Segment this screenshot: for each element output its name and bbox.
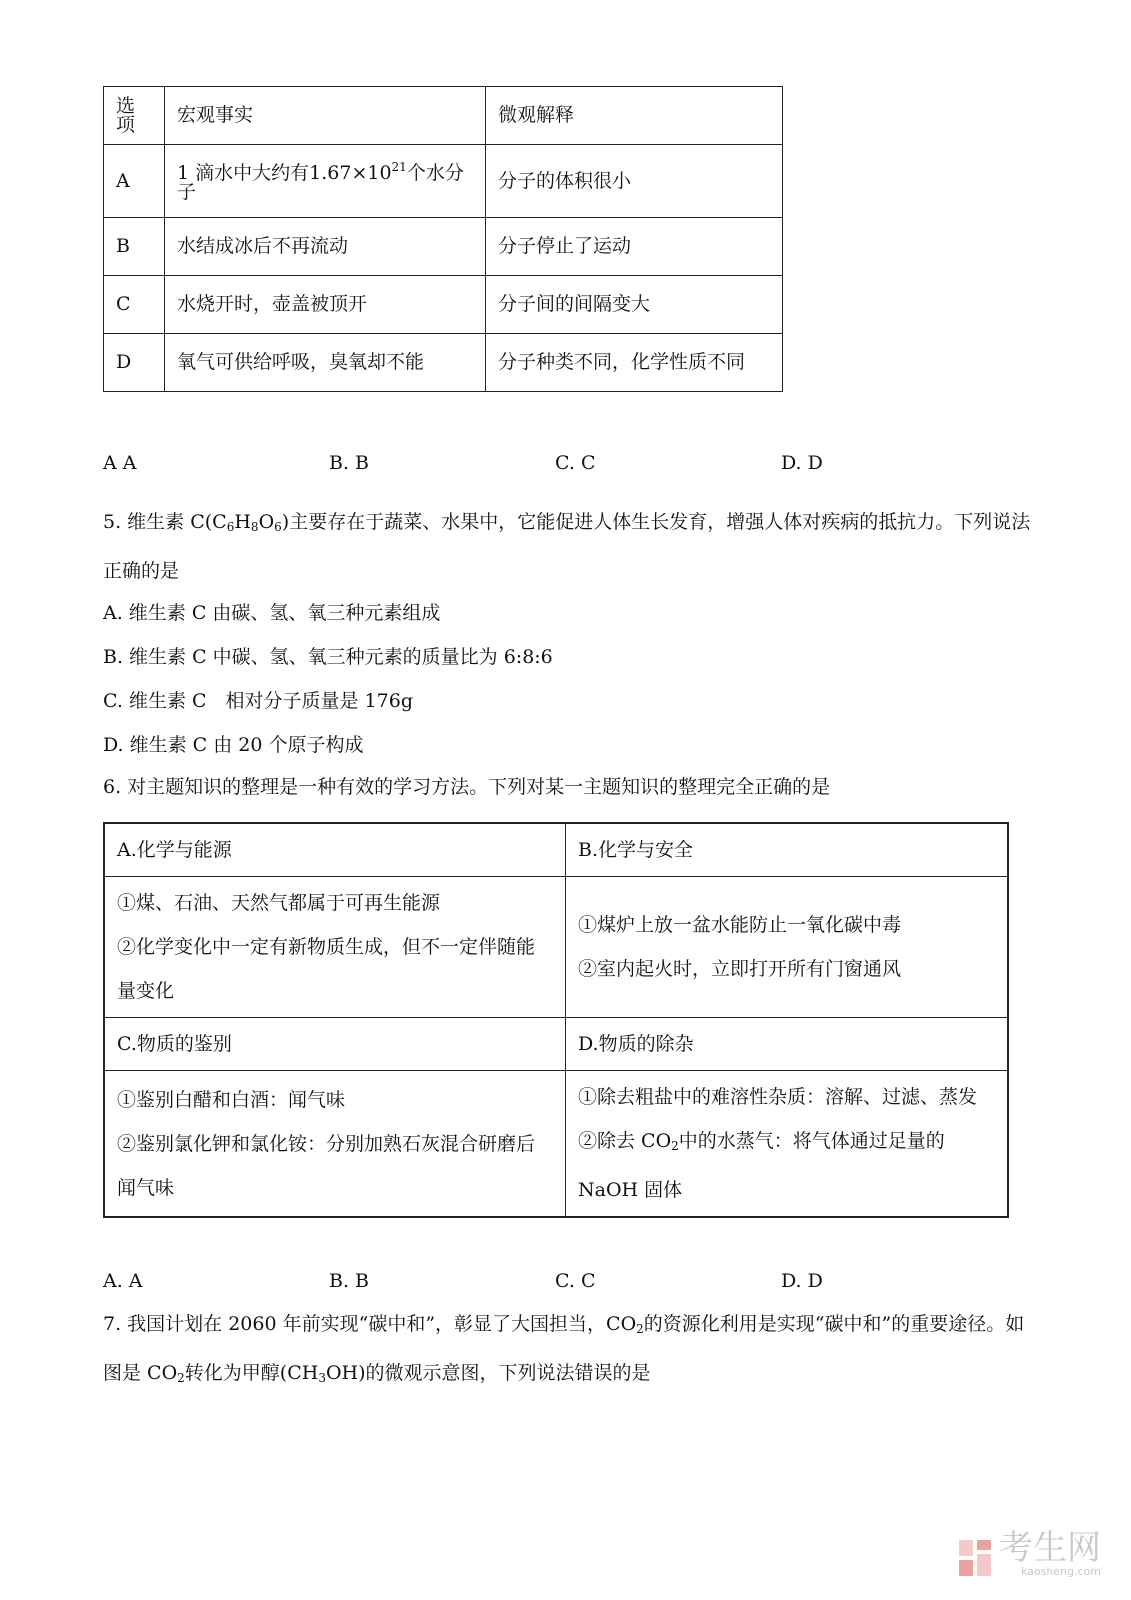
q6-option-a[interactable]: A. A	[103, 1270, 143, 1292]
cell-a-title: A.化学与能源	[104, 823, 566, 877]
q5-stem: 5. 维生素 $C(C_6H_8O_6)$主要存在于蔬菜、水果中，它能促进人体生长发育，增强人体对疾病的抵抗力。下列说法正确的是	[103, 511, 1031, 582]
q5-option-b[interactable]: B. 维生素 C 中碳、氢、氧三种元素的质量比为 6:8:6	[103, 646, 553, 668]
row-d-explain: 分子种类不同，化学性质不同	[486, 334, 783, 392]
q5-option-a[interactable]: A. 维生素 C 由碳、氢、氧三种元素组成	[103, 602, 441, 624]
row-c-fact: 水烧开时，壶盖被顶开	[165, 276, 486, 334]
row-b-explain: 分子停止了运动	[486, 218, 783, 276]
watermark-text: 考生网	[999, 1528, 1101, 1568]
q4-option-b[interactable]: B. B	[329, 452, 370, 474]
kaosheng-logo-icon	[957, 1538, 993, 1578]
header-fact: 宏观事实	[165, 87, 486, 145]
row-b-option: B	[104, 218, 165, 276]
row-a-option: A	[104, 145, 165, 218]
q4-option-a[interactable]: A A	[103, 452, 137, 474]
cell-a-content: ①煤、石油、天然气都属于可再生能源 ②化学变化中一定有新物质生成，但不一定伴随能量变化	[104, 877, 566, 1018]
watermark-site: kaosheng.com	[1020, 1565, 1101, 1578]
macro-micro-table	[103, 86, 783, 392]
row-d-option: D	[104, 334, 165, 392]
q4-option-c[interactable]: C. C	[555, 452, 596, 474]
q4-option-d[interactable]: D. D	[781, 452, 823, 474]
row-c-option: C	[104, 276, 165, 334]
q6-option-b[interactable]: B. B	[329, 1270, 370, 1292]
cell-b-title: B.化学与安全	[566, 823, 1009, 877]
row-a-fact: 1 滴水中大约有$1.67\times 10^{21}$个水分子	[165, 145, 486, 218]
row-c-explain: 分子间的间隔变大	[486, 276, 783, 334]
cell-d-content: ①除去粗盐中的难溶性杂质：溶解、过滤、蒸发 ②除去 $CO_2$中的水蒸气：将气体通过足量的 NaOH 固体	[566, 1071, 1009, 1218]
q6-stem: 6. 对主题知识的整理是一种有效的学习方法。下列对某一主题知识的整理完全正确的是	[103, 776, 831, 798]
cell-c-title: C.物质的鉴别	[104, 1018, 566, 1071]
row-d-fact: 氧气可供给呼吸，臭氧却不能	[165, 334, 486, 392]
row-a-explain: 分子的体积很小	[486, 145, 783, 218]
q6-option-c[interactable]: C. C	[555, 1270, 596, 1292]
row-b-fact: 水结成冰后不再流动	[165, 218, 486, 276]
topic-knowledge-table	[103, 822, 1009, 1218]
cell-c-content: ①鉴别白醋和白酒：闻气味 ②鉴别氯化钾和氯化铵：分别加熟石灰混合研磨后闻气味	[104, 1071, 566, 1218]
q5-option-d[interactable]: D. 维生素 C 由 20 个原子构成	[103, 734, 364, 756]
q7-stem: 7. 我国计划在 2060 年前实现“碳中和”，彰显了大国担当，$CO_2$的资源化利用是实现“碳中和”的重要途径。如图是 $CO_2$转化为甲醇$(CH_3OH)$的微观示意图，下列说法错误的是	[103, 1313, 1025, 1385]
header-option: 选项	[104, 87, 165, 145]
cell-d-title: D.物质的除杂	[566, 1018, 1009, 1071]
watermark	[957, 1528, 1101, 1578]
header-explain: 微观解释	[486, 87, 783, 145]
q6-option-d[interactable]: D. D	[781, 1270, 823, 1292]
cell-b-content: ①煤炉上放一盆水能防止一氧化碳中毒 ②室内起火时，立即打开所有门窗通风	[566, 877, 1009, 1018]
q5-option-c[interactable]: C. 维生素 C 相对分子质量是 176g	[103, 690, 413, 712]
